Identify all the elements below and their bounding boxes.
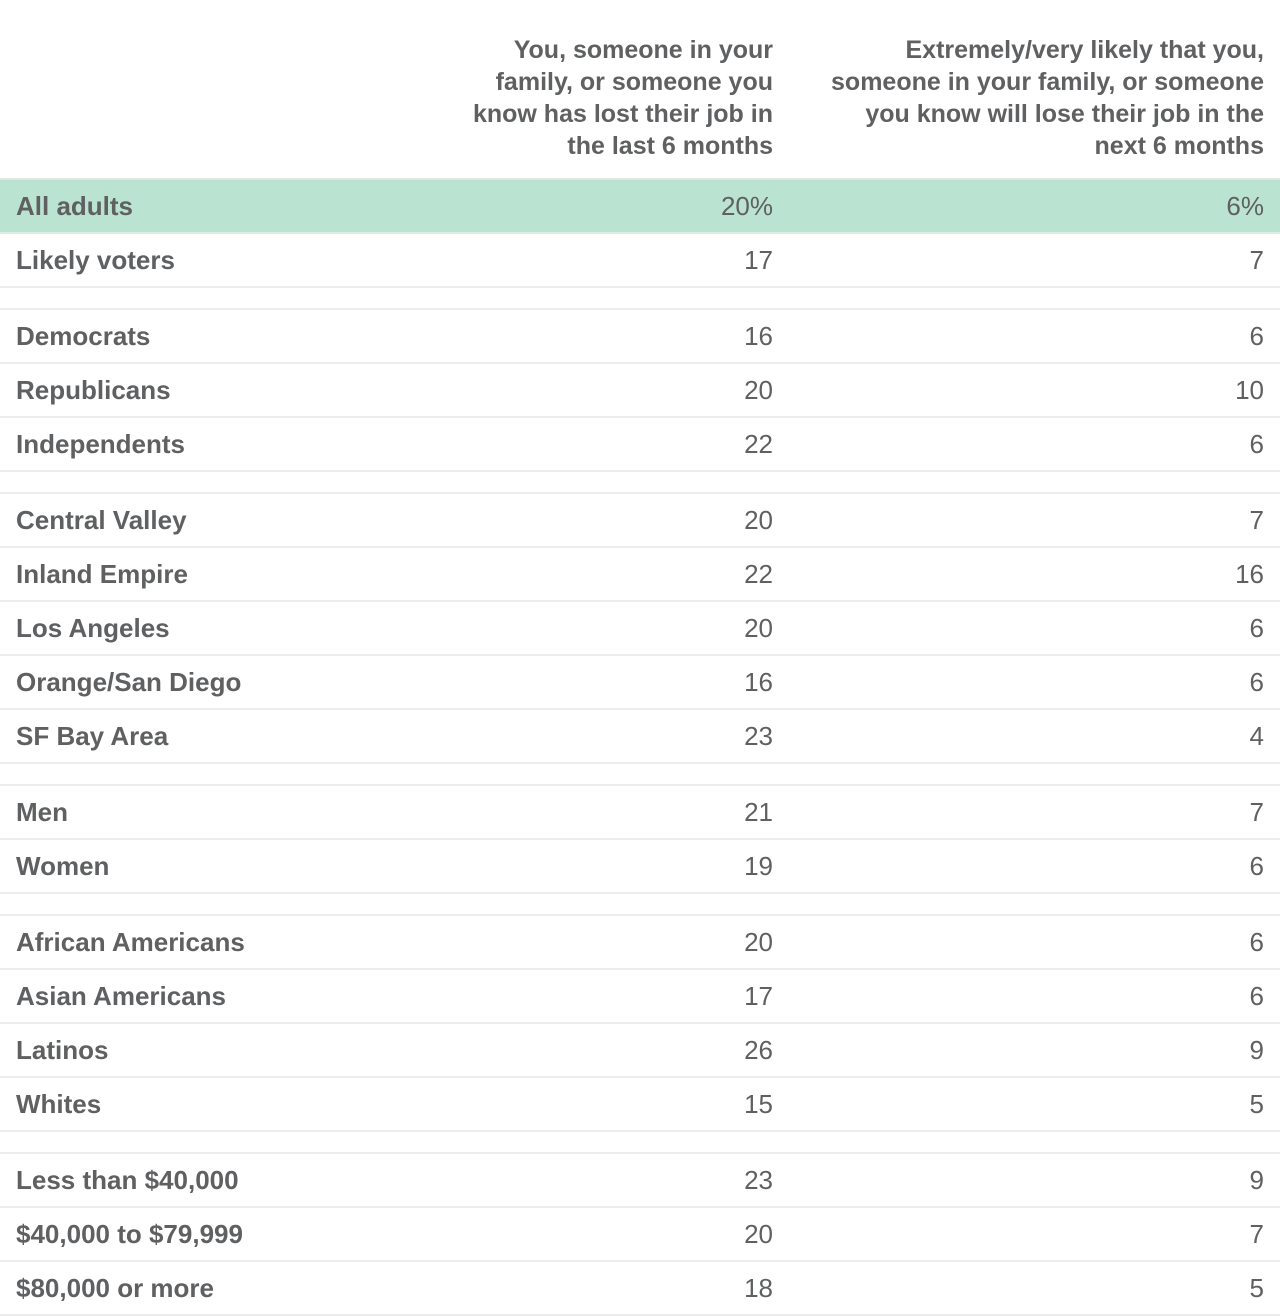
table-row xyxy=(0,234,1280,288)
row-label: $80,000 or more xyxy=(16,1273,215,1303)
value-likely-lose-job: 16 xyxy=(1235,559,1264,589)
value-lost-job: 26 xyxy=(744,1035,773,1065)
table-row xyxy=(0,548,1280,602)
group-separator xyxy=(0,894,1280,916)
table-row xyxy=(0,1078,1280,1132)
value-lost-job: 20% xyxy=(720,191,773,221)
value-likely-lose-job: 6 xyxy=(1249,851,1264,881)
table-row xyxy=(0,656,1280,710)
table-row xyxy=(0,970,1280,1024)
value-likely-lose-job: 6 xyxy=(1249,321,1264,351)
table-row xyxy=(0,1024,1280,1078)
table-row xyxy=(0,710,1280,764)
value-lost-job: 22 xyxy=(744,429,773,459)
column-header-likely-lose-job: Extremely/very likely that you, someone in your family, or someone you know will lose their job in the next 6 months xyxy=(831,36,1264,160)
value-likely-lose-job: 7 xyxy=(1249,1219,1264,1249)
value-likely-lose-job: 10 xyxy=(1235,375,1264,405)
group-separator xyxy=(0,288,1280,310)
value-likely-lose-job: 6% xyxy=(1226,191,1264,221)
row-label: Republicans xyxy=(16,375,171,405)
table-row xyxy=(0,418,1280,472)
value-lost-job: 17 xyxy=(744,981,773,1011)
value-lost-job: 16 xyxy=(744,667,773,697)
value-likely-lose-job: 7 xyxy=(1249,245,1264,275)
row-label: Likely voters xyxy=(16,245,175,275)
value-lost-job: 20 xyxy=(744,375,773,405)
row-label: Whites xyxy=(16,1089,102,1119)
row-label: Asian Americans xyxy=(16,981,227,1011)
value-likely-lose-job: 5 xyxy=(1249,1273,1264,1303)
value-likely-lose-job: 6 xyxy=(1249,429,1264,459)
row-label: Latinos xyxy=(16,1035,109,1065)
row-label: Women xyxy=(16,851,110,881)
value-lost-job: 20 xyxy=(744,1219,773,1249)
table-row xyxy=(0,1262,1280,1316)
row-label: Less than $40,000 xyxy=(16,1165,239,1195)
row-label: African Americans xyxy=(16,927,245,957)
value-likely-lose-job: 9 xyxy=(1249,1165,1264,1195)
value-lost-job: 23 xyxy=(744,1165,773,1195)
value-likely-lose-job: 6 xyxy=(1249,613,1264,643)
value-likely-lose-job: 4 xyxy=(1249,721,1264,751)
value-lost-job: 20 xyxy=(744,927,773,957)
row-label: All adults xyxy=(16,191,134,221)
table-header xyxy=(0,0,1280,180)
group-separator xyxy=(0,472,1280,494)
row-label: Democrats xyxy=(16,321,151,351)
column-header-lost-job: You, someone in your family, or someone you know has lost their job in the last 6 months xyxy=(472,36,773,160)
table-row xyxy=(0,180,1280,234)
table-row xyxy=(0,916,1280,970)
value-lost-job: 23 xyxy=(744,721,773,751)
value-lost-job: 16 xyxy=(744,321,773,351)
row-label: $40,000 to $79,999 xyxy=(16,1219,243,1249)
table-row xyxy=(0,364,1280,418)
value-likely-lose-job: 5 xyxy=(1249,1089,1264,1119)
value-likely-lose-job: 9 xyxy=(1249,1035,1264,1065)
table-row xyxy=(0,602,1280,656)
row-label: Inland Empire xyxy=(16,559,188,589)
table-row xyxy=(0,310,1280,364)
table-row xyxy=(0,494,1280,548)
value-likely-lose-job: 6 xyxy=(1249,981,1264,1011)
value-lost-job: 22 xyxy=(744,559,773,589)
table-row xyxy=(0,1208,1280,1262)
row-label: Orange/San Diego xyxy=(16,667,242,697)
group-separator xyxy=(0,1132,1280,1154)
value-likely-lose-job: 6 xyxy=(1249,667,1264,697)
value-likely-lose-job: 7 xyxy=(1249,797,1264,827)
table-row xyxy=(0,786,1280,840)
row-label: Independents xyxy=(16,429,186,459)
value-lost-job: 19 xyxy=(744,851,773,881)
value-lost-job: 18 xyxy=(744,1273,773,1303)
value-likely-lose-job: 7 xyxy=(1249,505,1264,535)
value-lost-job: 15 xyxy=(744,1089,773,1119)
table-body xyxy=(0,180,1280,1316)
value-lost-job: 20 xyxy=(744,613,773,643)
table-row xyxy=(0,1154,1280,1208)
value-lost-job: 21 xyxy=(744,797,773,827)
group-separator xyxy=(0,764,1280,786)
row-label: Los Angeles xyxy=(16,613,170,643)
value-lost-job: 20 xyxy=(744,505,773,535)
value-likely-lose-job: 6 xyxy=(1249,927,1264,957)
row-label: SF Bay Area xyxy=(16,721,169,751)
row-label: Central Valley xyxy=(16,505,187,535)
row-label: Men xyxy=(16,797,68,827)
table-row xyxy=(0,840,1280,894)
value-lost-job: 17 xyxy=(744,245,773,275)
